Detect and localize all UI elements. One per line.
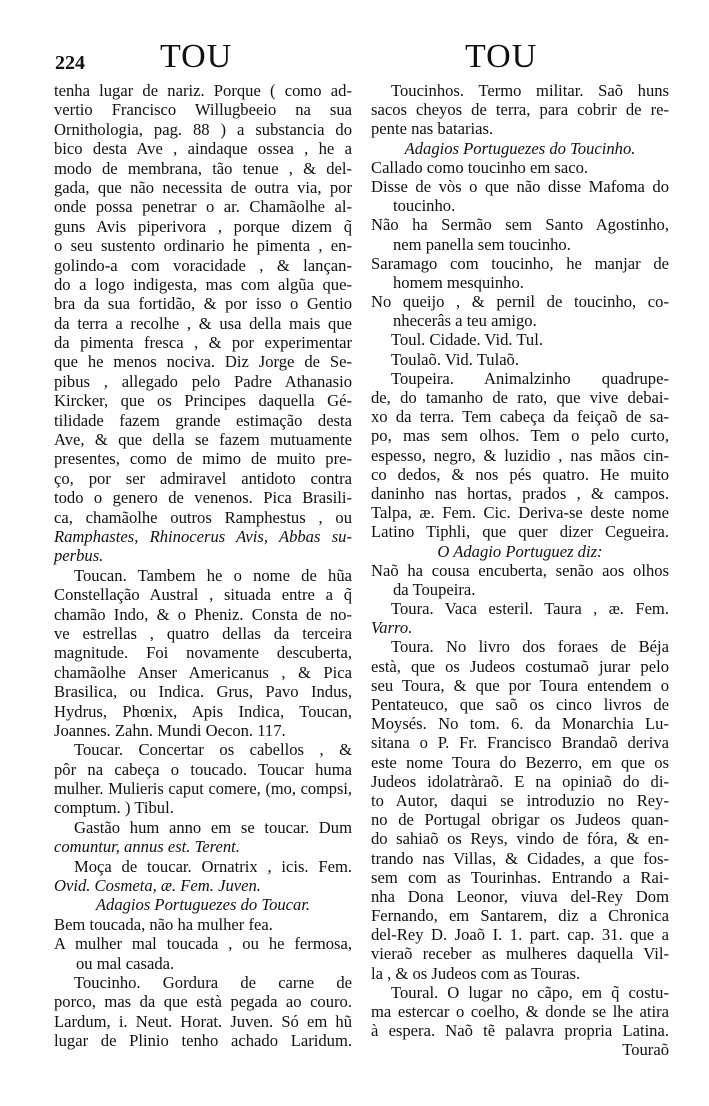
text-line: presentes, como de mimo de muito pre- bbox=[54, 449, 352, 469]
text-line: Toural. O lugar no cãpo, em q̃ costu- bbox=[391, 982, 669, 1002]
text-line: pibus , allegado pelo Padre Athanasio bbox=[54, 371, 352, 391]
text-line: mulher. Mulieris caput comere, (mo, compsi, bbox=[54, 779, 352, 799]
text-line: tenha lugar de nariz. Porque ( como ad- bbox=[54, 81, 352, 100]
text-line: Talpa, æ. Fem. Cic. Deriva-se deste nome bbox=[371, 503, 669, 523]
text-line: sem com as Tourinhas. Entrando a Rai- bbox=[371, 867, 669, 887]
text-line: seu Toura, & que por Toura entendem o bbox=[371, 675, 669, 695]
text-line: nem panella sem toucinho. bbox=[393, 234, 571, 254]
text-line: Ave, & que della se fazem mutuamente bbox=[54, 430, 352, 450]
text-line: golindo-a com voracidade , & lançan- bbox=[54, 255, 352, 275]
text-line: do sahiaõ os Reys, vindo de fóra, & en- bbox=[371, 829, 669, 849]
text-line: tilidade fazem grande estimação desta bbox=[54, 410, 352, 430]
text-line: Kircker, que os Principes daquella Gé- bbox=[54, 391, 352, 411]
text-line: Touraõ bbox=[622, 1040, 669, 1060]
text-line: po, mas sem olhos. Tem o pelo curto, bbox=[371, 426, 669, 446]
text-line: Varro. bbox=[371, 618, 413, 638]
text-line: pôr na cabeça o toucado. Toucar huma bbox=[54, 759, 352, 779]
text-line: chamãolhe Anser Americanus , & Pica bbox=[54, 662, 352, 682]
text-line: chamão Indo, & o Pheniz. Consta de no- bbox=[54, 604, 352, 624]
text-line: ca, chamãolhe outros Ramphestus , ou bbox=[54, 507, 352, 527]
left-running-head: TOU bbox=[160, 38, 233, 75]
text-line: Disse de vòs o que não disse Mafoma do bbox=[371, 176, 669, 196]
text-line: No queijo , & pernil de toucinho, co- bbox=[371, 292, 669, 312]
text-line: Toura. Vaca esteril. Taura , æ. Fem. bbox=[391, 599, 669, 619]
text-line: Hydrus, Phœnix, Apis Indica, Toucan, bbox=[54, 701, 352, 721]
text-line: la , & os Judeos com as Touras. bbox=[371, 963, 581, 983]
text-line: Moça de toucar. Ornatrix , icis. Fem. bbox=[74, 856, 352, 876]
text-line: ço, por ser admiravel antidoto contra bbox=[54, 468, 352, 488]
text-line: Fernando, em Santarem, diz a Chronica bbox=[371, 906, 669, 926]
text-line: à espera. Naõ tẽ palavra propria Latina. bbox=[371, 1021, 669, 1041]
text-line: guns Avis piperivora , porque dizem q̃ bbox=[54, 216, 352, 236]
text-line: ou mal casada. bbox=[76, 953, 175, 973]
text-line: bra da sua fortidão, & por isso o Gentio bbox=[54, 294, 352, 314]
text-line: porco, mas da que està pegada ao couro. bbox=[54, 992, 352, 1012]
text-line: da terra a recolhe , & usa della mais que bbox=[54, 313, 352, 333]
text-line: Toucinho. Gordura de carne de bbox=[74, 972, 352, 992]
text-line: vertio Francisco Willugbeeio na sua bbox=[54, 100, 352, 120]
text-line: Toucan. Tambem he o nome de hũa bbox=[74, 565, 352, 585]
text-line: O Adagio Portuguez diz: bbox=[437, 541, 603, 561]
text-line: perbus. bbox=[54, 546, 104, 566]
text-line: Adagios Portuguezes do Toucinho. bbox=[404, 138, 636, 158]
text-line: Latino Tiphli, que quer dizer Cegueira. bbox=[371, 522, 669, 542]
text-line: do a logo indigesta, mas com algũa que- bbox=[54, 274, 352, 294]
text-line: magnitude. Foi novamente descuberta, bbox=[54, 643, 352, 663]
text-line: Brasilica, ou Indica. Grus, Pavo Indus, bbox=[54, 682, 352, 702]
text-line: comptum. ) Tibul. bbox=[54, 798, 174, 818]
text-line: Lardum, i. Neut. Horat. Juven. Só em hũ bbox=[54, 1011, 352, 1031]
page-number: 224 bbox=[55, 52, 85, 74]
text-line: trando nas Villas, & Cidades, a que fos- bbox=[371, 848, 669, 868]
text-line: està, que os Judeos costumaõ jurar pelo bbox=[371, 656, 669, 676]
text-line: del-Rey D. Joaõ I. 1. part. cap. 31. que a bbox=[371, 925, 669, 945]
text-line: Callado como toucinho em saco. bbox=[371, 157, 589, 177]
text-line: sitana o P. Fr. Francisco Brandaõ deriva bbox=[371, 733, 669, 753]
text-line: Bem toucada, não ha mulher fea. bbox=[54, 914, 273, 934]
text-line: xo da terra. Tem cabeça da feiçaõ de sa- bbox=[371, 407, 669, 427]
text-line: que he menos nociva. Diz Jorge de Se- bbox=[54, 352, 352, 372]
text-line: Ovid. Cosmeta, æ. Fem. Juven. bbox=[54, 876, 261, 896]
text-line: Judeos idolatràraõ. E na opiniaõ do di- bbox=[371, 771, 669, 791]
text-line: Toul. Cidade. Vid. Tul. bbox=[391, 330, 543, 350]
right-column bbox=[371, 81, 669, 1060]
text-line: Pentateuco, que saõ os cinco livros de bbox=[371, 695, 669, 714]
text-line: nha Dona Leonor, viuva del-Rey Dom bbox=[371, 886, 669, 906]
text-line: nhecerâs a teu amigo. bbox=[393, 311, 537, 331]
text-line: Toucar. Concertar os cabellos , & bbox=[74, 740, 352, 760]
text-line: Ramphastes, Rhinocerus Avis, Abbas su- bbox=[54, 526, 352, 546]
text-line: Gastão hum anno em se toucar. Dum bbox=[74, 817, 352, 837]
text-line: no de Portugal obrigar os Judeos quan- bbox=[371, 810, 669, 830]
text-line: Ornithologia, pag. 88 ) a substancia do bbox=[54, 119, 352, 139]
text-line: toucinho. bbox=[393, 196, 456, 216]
text-line: Adagios Portuguezes do Toucar. bbox=[95, 895, 311, 915]
text-line: Moysés. No tom. 6. da Monarchia Lu- bbox=[371, 714, 669, 734]
text-line: da Toupeira. bbox=[393, 579, 476, 599]
text-line: Toucinhos. Termo militar. Saõ huns bbox=[391, 81, 669, 100]
text-line: ve estrellas , quatro dellas da terceira bbox=[54, 623, 352, 643]
left-column bbox=[54, 81, 352, 1051]
text-line: Toulaõ. Vid. Tulaõ. bbox=[391, 349, 520, 369]
text-line: daninho nas hortas, prados , & campos. bbox=[371, 483, 669, 503]
text-line: Constellação Austral , situada entre a q̃ bbox=[54, 585, 352, 605]
text-line: vieraõ receber as mulheres daquella Vil- bbox=[371, 944, 669, 964]
text-line: A mulher mal toucada , ou he fermosa, bbox=[54, 934, 352, 954]
text-line: modo de membrana, tão tenue , & del- bbox=[54, 158, 352, 178]
text-line: sacos cheyos de terra, para cobrir de re- bbox=[371, 100, 669, 120]
text-line: pente nas batarias. bbox=[371, 119, 494, 139]
text-line: comuntur, annus est. Terent. bbox=[54, 837, 240, 857]
text-line: de, do tamanho de rato, que vive debai- bbox=[371, 388, 669, 407]
text-line: Toupeira. Animalzinho quadrupe- bbox=[391, 368, 669, 388]
text-line: este nome Toura do Bezerro, em que os bbox=[371, 752, 669, 772]
text-line: Não ha Sermão sem Santo Agostinho, bbox=[371, 215, 669, 235]
text-line: gada, que não necessita de outra via, por bbox=[54, 177, 352, 197]
text-line: bico desta Ave , aindaque ossea , he a bbox=[54, 139, 352, 159]
text-line: espesso, negro, & luzidio , nas mãos cin- bbox=[371, 445, 669, 465]
right-running-head: TOU bbox=[465, 38, 538, 75]
text-line: homem mesquinho. bbox=[393, 272, 524, 292]
text-line: onde possa penetrar o ar. Chamãolhe al- bbox=[54, 197, 352, 217]
text-line: to Autor, daqui se introduzio no Rey- bbox=[371, 790, 669, 810]
text-line: da pimenta fresca , & por experimentar bbox=[54, 333, 352, 353]
text-line: Saramago com toucinho, he manjar de bbox=[371, 253, 669, 273]
text-line: todo o genero de venenos. Pica Brasili- bbox=[54, 488, 352, 508]
text-line: ma estercar o coelho, & donde se lhe atira bbox=[371, 1002, 669, 1021]
text-line: Toura. No livro dos foraes de Béja bbox=[391, 637, 669, 657]
text-line: Naõ ha cousa encuberta, senão aos olhos bbox=[371, 560, 669, 580]
text-line: Joannes. Zahn. Mundi Oecon. 117. bbox=[54, 720, 286, 740]
text-line: o seu sustento ordinario he pimenta , en- bbox=[54, 236, 352, 256]
text-line: lugar de Plinio tenho achado Laridum. bbox=[54, 1031, 352, 1051]
text-line: co dedos, & nos pés quatro. He muito bbox=[371, 464, 669, 484]
